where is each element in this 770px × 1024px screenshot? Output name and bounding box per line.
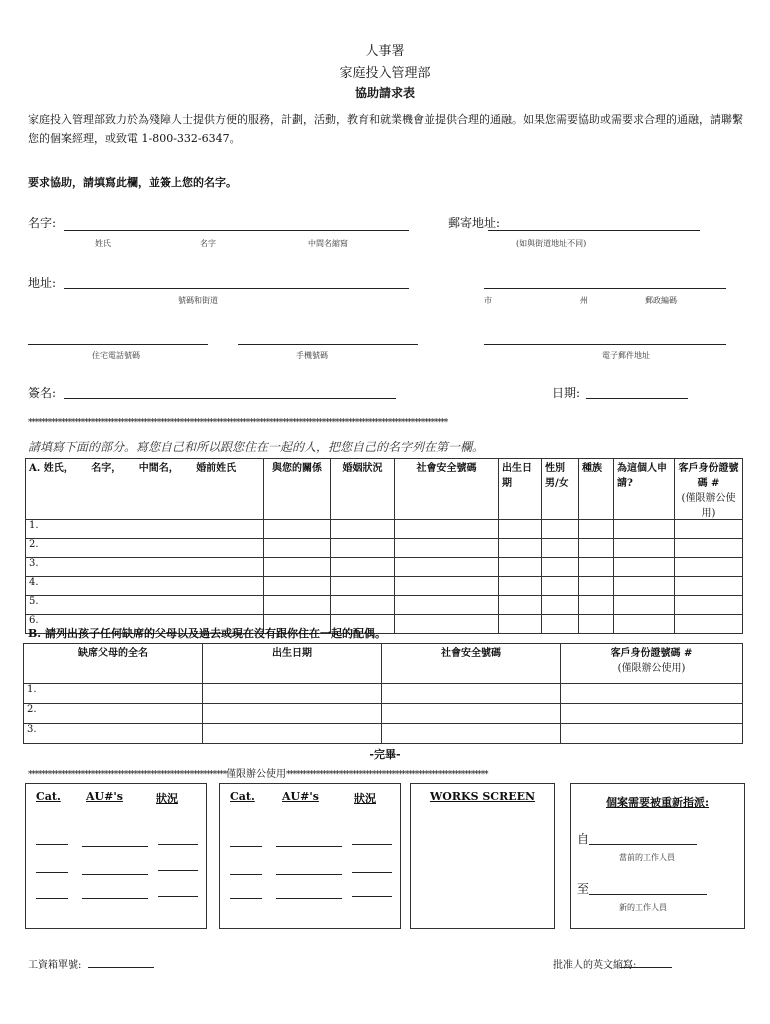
office-use-label: 僅限辦公使用 (226, 769, 287, 780)
household-header-row (26, 459, 743, 520)
email-field[interactable] (484, 344, 726, 345)
client-id-title: 客戶身份證號碼 # (678, 463, 739, 489)
cat-line[interactable] (36, 844, 68, 845)
table-row[interactable] (26, 520, 743, 539)
to-label: 至 (577, 882, 590, 896)
new-worker-caption: 新的工作人員 (619, 903, 667, 912)
row-number: 3. (24, 724, 203, 744)
table-row[interactable] (24, 684, 743, 704)
star-separator: ******************************************************************************************************************************* (28, 418, 448, 428)
end-marker: -完畢- (369, 748, 401, 761)
status-line[interactable] (158, 844, 198, 845)
hdr-maiden-name: 婚前姓氏 (196, 463, 237, 474)
household-table (25, 458, 743, 634)
email-caption: 電子郵件地址 (602, 351, 650, 360)
hdr-marital-status: 婚姻狀況 (331, 459, 395, 520)
first-name-caption: 名字 (200, 239, 216, 248)
hdr-ssn: 社會安全號碼 (395, 459, 499, 520)
current-worker-field[interactable] (589, 844, 697, 845)
status-line[interactable] (352, 896, 392, 897)
section-b-note: B. 請列出孩子任何缺席的父母以及過去或現在沒有跟你住在一起的配偶。 (28, 627, 386, 640)
middle-initial-caption: 中間名縮寫 (308, 239, 348, 248)
city-state-zip-field[interactable] (484, 288, 726, 289)
hdr-absent-birth: 出生日期 (203, 644, 382, 684)
reassign-box (570, 783, 745, 929)
hdr-middle-name: 中間名， (138, 463, 179, 474)
absent-office-only: (僅限辦公使用) (617, 663, 686, 674)
row-number: 6. (26, 615, 264, 634)
mailing-label: 郵寄地址: (448, 216, 501, 230)
row-number: 1. (26, 520, 264, 539)
cat-line[interactable] (36, 872, 68, 873)
au-line[interactable] (82, 874, 148, 875)
mailing-caption: (如與街道地址不同) (516, 239, 587, 248)
payroll-label: 工資箱單號: (28, 960, 82, 971)
current-worker-caption: 當前的工作人員 (619, 853, 675, 862)
status-line[interactable] (352, 872, 392, 873)
date-field[interactable] (586, 398, 688, 399)
au-line[interactable] (82, 898, 148, 899)
last-name-caption: 姓氏 (95, 239, 111, 248)
from-label: 自 (577, 832, 590, 846)
signature-field[interactable] (64, 398, 396, 399)
address-label: 地址: (28, 276, 57, 290)
home-phone-field[interactable] (28, 344, 208, 345)
row-number: 2. (26, 539, 264, 558)
new-worker-field[interactable] (589, 894, 707, 895)
absent-client-id-title: 客戶身份證號碼 # (610, 648, 693, 659)
absent-header-row (24, 644, 743, 684)
status-line[interactable] (158, 870, 198, 871)
department-name: 家庭投入管理部 (339, 66, 431, 81)
approver-field[interactable] (620, 967, 672, 968)
au-label: AU#'s (282, 790, 319, 803)
office-separator (28, 765, 743, 780)
cat-label: Cat. (230, 790, 255, 803)
au-line[interactable] (276, 898, 342, 899)
instruction: 要求協助，請填寫此欄，並簽上您的名字。 (28, 176, 237, 189)
city-caption: 市 (484, 296, 492, 305)
au-line[interactable] (276, 846, 342, 847)
name-field[interactable] (64, 230, 409, 231)
status-line[interactable] (158, 896, 198, 897)
table-row[interactable] (24, 724, 743, 744)
hdr-absent-name: 缺席父母的全名 (24, 644, 203, 684)
mailing-field[interactable] (488, 230, 700, 231)
state-caption: 州 (580, 296, 588, 305)
row-number: 1. (24, 684, 203, 704)
reassign-label: 個案需要被重新指派: (605, 796, 710, 809)
home-phone-caption: 住宅電話號碼 (92, 351, 140, 360)
hdr-relationship: 與您的關係 (264, 459, 331, 520)
form-title: 協助請求表 (354, 86, 415, 100)
street-field[interactable] (64, 288, 409, 289)
cat-label: Cat. (36, 790, 61, 803)
cat-line[interactable] (230, 846, 262, 847)
status-line[interactable] (352, 844, 392, 845)
cell-phone-caption: 手機號碼 (296, 351, 328, 360)
office-stars-right: ************************************************************* (286, 770, 488, 780)
hdr-birth-date: 出生日期 (499, 459, 542, 520)
date-label: 日期: (552, 386, 581, 400)
office-only-note: (僅限辦公使用) (681, 493, 736, 519)
works-screen-label: WORKS SCREEN (429, 790, 536, 803)
section-a-note: 請填寫下面的部分。寫您自己和所以跟您住在一起的人，把您自己的名字列在第一欄。 (28, 440, 485, 454)
intro-paragraph: 家庭投入管理部致力於為殘障人士提供方便的服務，計劃，活動，教育和就業機會並提供合理的通融。如果您需要協助或需要求合理的通融，請聯繫您的個案經理，或致電 1-800-332-6347。 (28, 113, 743, 145)
office-stars-left: ************************************************************ (28, 770, 227, 780)
works-screen-box (410, 783, 555, 929)
name-label: 名字: (28, 216, 57, 230)
approver-label: 批准人的英文縮寫: (553, 960, 637, 971)
cat-line[interactable] (230, 898, 262, 899)
office-box-2 (219, 783, 401, 929)
cat-line[interactable] (230, 874, 262, 875)
status-label: 狀況 (156, 792, 178, 805)
table-row[interactable] (24, 704, 743, 724)
row-number: 3. (26, 558, 264, 577)
hdr-absent-ssn: 社會安全號碼 (382, 644, 561, 684)
hdr-last-name: A. 姓氏， (29, 463, 74, 474)
au-line[interactable] (82, 846, 148, 847)
hdr-race: 種族 (579, 459, 614, 520)
household-name-header (26, 459, 264, 520)
hdr-gender: 性別 男/女 (542, 459, 579, 520)
table-row[interactable] (26, 558, 743, 577)
au-label: AU#'s (86, 790, 123, 803)
payroll-field[interactable] (88, 967, 154, 968)
status-label: 狀況 (354, 792, 376, 805)
row-number: 5. (26, 596, 264, 615)
table-row[interactable] (26, 577, 743, 596)
zip-caption: 郵政編碼 (645, 296, 677, 305)
office-box-1 (25, 783, 207, 929)
hdr-client-id (675, 459, 743, 520)
row-number: 4. (26, 577, 264, 596)
cat-line[interactable] (36, 898, 68, 899)
au-line[interactable] (276, 874, 342, 875)
hdr-applying: 為這個人申請? (614, 459, 675, 520)
table-row[interactable] (26, 596, 743, 615)
absent-parent-table (23, 643, 743, 744)
cell-phone-field[interactable] (238, 344, 418, 345)
table-row[interactable] (26, 539, 743, 558)
street-caption: 號碼和街道 (178, 296, 218, 305)
signature-label: 簽名: (28, 386, 57, 400)
row-number: 2. (24, 704, 203, 724)
hdr-absent-client-id (561, 644, 743, 684)
hdr-first-name: 名字， (91, 463, 122, 474)
agency-name: 人事署 (365, 44, 405, 59)
